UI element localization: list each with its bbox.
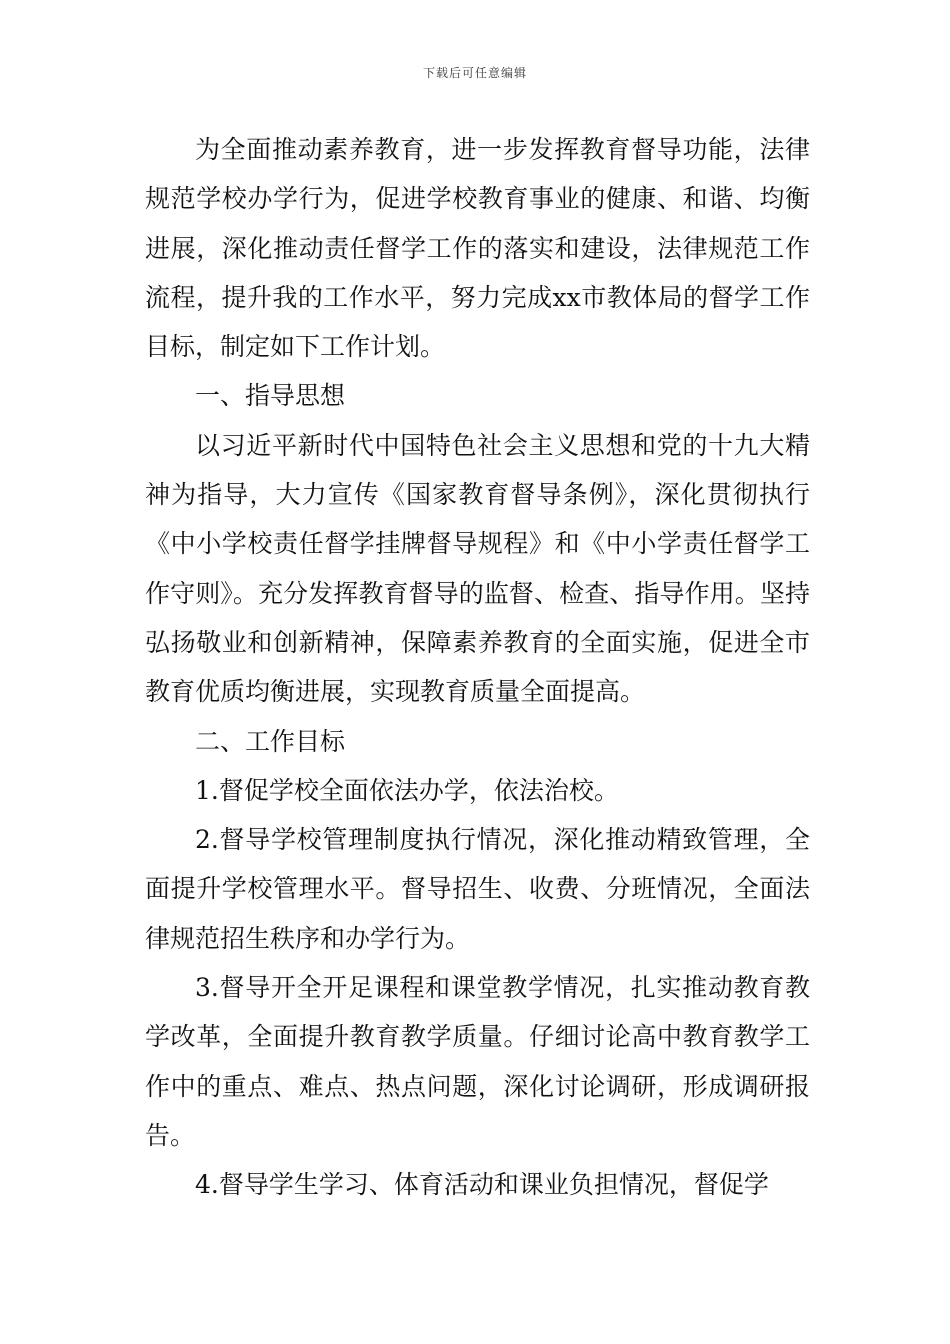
section-heading-work-goals: 二、工作目标 — [195, 726, 346, 756]
goal-item-1: 1.督促学校全面依法办学，依法治校。 — [195, 775, 619, 805]
goal-item-2: 2.督导学校管理制度执行情况，深化推动精致管理，全面提升学校管理水平。督导招生、收费、分班情况，全面法律规范招生秩序和办学行为。 — [145, 825, 810, 953]
goal-item-3: 3.督导开全开足课程和课堂教学情况，扎实推动教育教学改革，全面提升教育教学质量。仔细讨论高中教育教学工作中的重点、难点、热点问题，深化讨论调研，形成调研报告。 — [145, 973, 810, 1150]
section-heading-guiding-thought: 一、指导思想 — [195, 381, 346, 411]
goal-item-4: 4.督导学生学习、体育活动和课业负担情况，督促学 — [195, 1170, 769, 1200]
page-header: 下载后可任意编辑 — [422, 66, 527, 80]
guiding-thought-paragraph: 以习近平新时代中国特色社会主义思想和党的十九大精神为指导，大力宣传《国家教育督导条例》，深化贯彻执行《中小学校责任督学挂牌督导规程》和《中小学责任督学工作守则》。充分发挥教育督导的监督、检查、指导作用。坚持弘扬敬业和创新精神，保障素养教育的全面实施，促进全市教育优质均衡进展，实现教育质量全面提高。 — [145, 430, 810, 707]
document-body — [145, 125, 810, 1210]
intro-paragraph: 为全面推动素养教育，进一步发挥教育督导功能，法律规范学校办学行为，促进学校教育事业的健康、和谐、均衡进展，深化推动责任督学工作的落实和建设，法律规范工作流程，提升我的工作水平，努力完成xx市教体局的督学工作目标，制定如下工作计划。 — [145, 135, 810, 362]
